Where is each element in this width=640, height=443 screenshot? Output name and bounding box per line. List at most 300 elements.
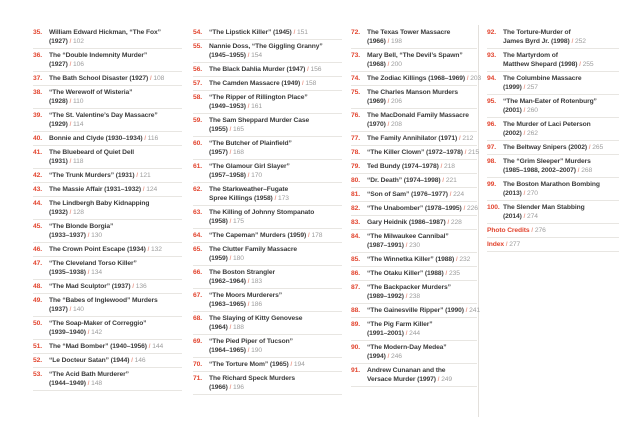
toc-entry xyxy=(351,188,477,202)
entry-line xyxy=(209,217,342,226)
toc-entry xyxy=(351,267,477,281)
entry-title: Mary Bell, “The Devil’s Spawn” xyxy=(367,52,463,59)
entry-line xyxy=(367,176,477,185)
entry-line xyxy=(209,360,342,369)
entry-title: “The Glamour Girl Slayer” xyxy=(209,163,290,170)
entry-text xyxy=(503,74,619,92)
entry-title: The Family Annihilator (1971) xyxy=(367,135,458,142)
entry-line xyxy=(49,134,182,143)
entry-text xyxy=(209,245,342,263)
entry-line xyxy=(367,51,477,60)
entry-number: 94. xyxy=(487,75,496,82)
page-separator-slash: / xyxy=(587,144,593,151)
page-separator-slash: / xyxy=(521,130,528,137)
entry-line xyxy=(209,300,342,309)
entry-text xyxy=(49,282,182,291)
entry-line xyxy=(49,282,182,291)
entry-title: Spree Killings (1958) xyxy=(209,195,273,202)
entry-line xyxy=(503,97,619,106)
entry-line xyxy=(209,162,342,171)
page-separator-slash: / xyxy=(227,384,234,391)
entry-title: The Charles Manson Murders xyxy=(367,89,459,96)
entry-line xyxy=(49,268,182,277)
entry-title: (1944–1949) xyxy=(49,380,86,387)
entry-title: “The Otaku Killer” (1988) xyxy=(367,270,444,277)
entry-line xyxy=(367,269,477,278)
entry-line xyxy=(209,383,342,392)
entry-number: 88. xyxy=(351,307,360,314)
entry-text xyxy=(49,296,182,314)
entry-line xyxy=(209,208,342,217)
section-label: Photo Credits xyxy=(487,227,530,234)
section-label: Index xyxy=(487,241,504,248)
entry-text xyxy=(49,319,182,337)
toc-entry xyxy=(193,63,342,77)
toc-entry xyxy=(351,132,477,146)
toc-entry xyxy=(351,318,477,341)
entry-line xyxy=(49,120,182,129)
entry-title: (1931) xyxy=(49,158,68,165)
entry-title: The Starkweather–Fugate xyxy=(209,186,289,193)
entry-title: The Bluebeard of Quiet Dell xyxy=(49,149,134,156)
entry-text xyxy=(367,255,477,264)
page-separator-slash: / xyxy=(521,190,528,197)
entry-number: 86. xyxy=(351,270,360,277)
page-separator-slash: / xyxy=(67,158,74,165)
entry-text xyxy=(209,65,342,74)
entry-text xyxy=(367,343,477,361)
entry-line xyxy=(209,245,342,254)
entry-title: (1927) xyxy=(49,61,68,68)
page-separator-slash: / xyxy=(148,75,154,82)
toc-entry xyxy=(193,243,342,266)
entry-number: 87. xyxy=(351,284,360,291)
entry-page-number: 276 xyxy=(534,227,546,234)
entry-text xyxy=(49,28,182,46)
entry-text xyxy=(503,157,619,175)
toc-column-1 xyxy=(33,26,182,391)
entry-number: 74. xyxy=(351,75,360,82)
entry-line xyxy=(367,375,477,384)
toc-entry xyxy=(351,230,477,253)
entry-number: 43. xyxy=(33,186,42,193)
entry-line xyxy=(49,28,182,37)
entry-title: Versace Murder (1997) xyxy=(367,376,436,383)
toc-entry xyxy=(193,91,342,114)
entry-title: (1968) xyxy=(367,61,386,68)
entry-page-number: 188 xyxy=(233,324,244,331)
entry-line xyxy=(49,208,182,217)
entry-line xyxy=(49,148,182,157)
entry-line xyxy=(209,79,342,88)
entry-number: 90. xyxy=(351,344,360,351)
toc-entry xyxy=(351,72,482,86)
entry-line xyxy=(49,60,182,69)
entry-number: 95. xyxy=(487,98,496,105)
entry-text xyxy=(49,111,182,129)
entry-page-number: 262 xyxy=(527,130,538,137)
entry-number: 85. xyxy=(351,256,360,263)
entry-title: “The Torture Mom” (1965) xyxy=(209,361,289,368)
entry-line xyxy=(49,88,182,97)
entry-text xyxy=(209,314,342,332)
entry-number: 41. xyxy=(33,149,42,156)
entry-title: (1957–1958) xyxy=(209,172,246,179)
entry-page-number: 270 xyxy=(527,190,538,197)
toc-entry xyxy=(33,340,182,354)
entry-page-number: 165 xyxy=(233,126,244,133)
entry-number: 67. xyxy=(193,292,202,299)
entry-title: The Torture-Murder of xyxy=(503,29,571,36)
entry-text xyxy=(209,208,342,226)
toc-entry xyxy=(351,174,477,188)
entry-line xyxy=(49,97,182,106)
toc-entry xyxy=(487,238,619,252)
entry-number: 96. xyxy=(487,121,496,128)
entry-line xyxy=(503,106,619,115)
toc-entry xyxy=(487,49,619,72)
entry-text xyxy=(209,360,342,369)
toc-entry xyxy=(193,77,342,91)
entry-line xyxy=(367,88,477,97)
entry-title: The Crown Point Escape (1934) xyxy=(49,246,146,253)
entry-line xyxy=(49,245,182,254)
toc-entry xyxy=(487,118,619,141)
page-separator-slash: / xyxy=(385,121,392,128)
entry-title: The Clutter Family Massacre xyxy=(209,246,297,253)
entry-number: 69. xyxy=(193,338,202,345)
entry-number: 64. xyxy=(193,232,202,239)
entry-text xyxy=(367,51,477,69)
entry-line xyxy=(503,120,619,129)
toc-entry xyxy=(33,243,182,257)
entry-title: (1966) xyxy=(367,38,386,45)
entry-number: 80. xyxy=(351,177,360,184)
page-separator-slash: / xyxy=(454,256,460,263)
page-separator-slash: / xyxy=(443,270,449,277)
page-separator-slash: / xyxy=(300,80,306,87)
page-separator-slash: / xyxy=(245,103,252,110)
entry-line xyxy=(503,212,619,221)
entry-text xyxy=(367,190,477,199)
toc-entry xyxy=(33,257,182,280)
entry-number: 46. xyxy=(33,246,42,253)
entry-text xyxy=(49,171,182,180)
entry-page-number: 128 xyxy=(73,209,84,216)
toc-entry xyxy=(33,368,182,391)
entry-page-number: 102 xyxy=(73,38,84,45)
toc-entry xyxy=(351,160,477,174)
entry-number: 73. xyxy=(351,52,360,59)
page-separator-slash: / xyxy=(403,330,410,337)
entry-page-number: 110 xyxy=(73,98,84,105)
entry-page-number: 203 xyxy=(470,75,482,82)
entry-line xyxy=(209,185,342,194)
entry-page-number: 178 xyxy=(311,232,323,239)
entry-title: The Bath School Disaster (1927) xyxy=(49,75,149,82)
entry-line xyxy=(209,194,342,203)
entry-number: 75. xyxy=(351,89,360,96)
entry-number: 54. xyxy=(193,29,202,36)
entry-line xyxy=(209,337,342,346)
entry-title: (1929) xyxy=(49,121,68,128)
page-separator-slash: / xyxy=(85,269,92,276)
entry-number: 40. xyxy=(33,135,42,142)
entry-page-number: 146 xyxy=(134,357,146,364)
entry-number: 47. xyxy=(33,260,42,267)
page-separator-slash: / xyxy=(435,376,442,383)
entry-line xyxy=(503,37,619,46)
entry-line xyxy=(49,379,182,388)
entry-text xyxy=(503,51,619,69)
entry-line xyxy=(367,366,477,375)
toc-entry xyxy=(33,146,182,169)
entry-line xyxy=(367,134,477,143)
entry-text xyxy=(49,342,182,351)
entry-title: “The Gainesville Ripper” (1990) xyxy=(367,307,464,314)
entry-page-number: 154 xyxy=(251,52,262,59)
entry-title: (1966) xyxy=(209,384,228,391)
entry-text xyxy=(367,162,477,171)
entry-number: 84. xyxy=(351,233,360,240)
entry-title: (1939–1940) xyxy=(49,329,86,336)
entry-line xyxy=(209,323,342,332)
toc-entry xyxy=(33,169,182,183)
entry-line xyxy=(49,356,182,365)
entry-page-number: 221 xyxy=(445,177,457,184)
entry-page-number: 230 xyxy=(409,242,420,249)
entry-text xyxy=(367,320,477,338)
entry-text xyxy=(49,74,182,83)
page-separator-slash: / xyxy=(440,177,446,184)
entry-title: “The Cleveland Torso Killer” xyxy=(49,260,137,267)
entry-title: “The Butcher of Plainfield” xyxy=(209,140,292,147)
entry-page-number: 134 xyxy=(91,269,102,276)
page-separator-slash: / xyxy=(227,126,234,133)
entry-number: 56. xyxy=(193,66,202,73)
toc-entry xyxy=(193,335,342,358)
entry-line xyxy=(209,93,342,102)
entry-title: “Son of Sam” (1976–1977) xyxy=(367,191,448,198)
toc-entry xyxy=(351,26,477,49)
entry-title: (1932) xyxy=(49,209,68,216)
toc-entry xyxy=(33,26,182,49)
entry-number: 65. xyxy=(193,246,202,253)
entry-title: (1955) xyxy=(209,126,228,133)
entry-number: 35. xyxy=(33,29,42,36)
entry-page-number: 260 xyxy=(527,107,538,114)
entry-number: 99. xyxy=(487,181,496,188)
entry-title: (1964) xyxy=(209,324,228,331)
entry-page-number: 249 xyxy=(441,376,453,383)
page-separator-slash: / xyxy=(306,232,312,239)
page-separator-slash: / xyxy=(227,255,234,262)
entry-line xyxy=(367,204,477,213)
page-separator-slash: / xyxy=(129,357,135,364)
column-divider-rule xyxy=(478,25,479,417)
entry-title: James Byrd Jr. (1998) xyxy=(503,38,570,45)
entry-page-number: 136 xyxy=(135,283,147,290)
entry-page-number: 190 xyxy=(251,347,262,354)
page-separator-slash: / xyxy=(521,107,528,114)
page-separator-slash: / xyxy=(529,227,535,234)
toc-entry xyxy=(33,197,182,220)
entry-page-number: 246 xyxy=(391,353,402,360)
entry-page-number: 274 xyxy=(527,213,538,220)
entry-title: (1994) xyxy=(367,353,386,360)
entry-page-number: 124 xyxy=(146,186,158,193)
entry-number: 92. xyxy=(487,29,496,36)
entry-title: The Martyrdom of xyxy=(503,52,558,59)
page-separator-slash: / xyxy=(385,98,392,105)
toc-entry xyxy=(487,224,619,238)
entry-line xyxy=(209,116,342,125)
entry-page-number: 175 xyxy=(233,218,244,225)
page-separator-slash: / xyxy=(288,361,294,368)
page-separator-slash: / xyxy=(134,172,140,179)
entry-line xyxy=(487,240,619,249)
entry-title: “The Blonde Borgia” xyxy=(49,223,114,230)
entry-page-number: 161 xyxy=(251,103,262,110)
toc-entry xyxy=(193,206,342,229)
entry-page-number: 144 xyxy=(152,343,164,350)
entry-line xyxy=(367,60,477,69)
toc-entry xyxy=(33,317,182,340)
entry-page-number: 106 xyxy=(73,61,84,68)
entry-page-number: 257 xyxy=(527,84,538,91)
entry-line xyxy=(487,226,619,235)
entry-title: (1969) xyxy=(367,98,386,105)
toc-entry xyxy=(193,160,342,183)
entry-page-number: 168 xyxy=(233,149,244,156)
entry-line xyxy=(209,314,342,323)
entry-line xyxy=(49,231,182,240)
entry-text xyxy=(209,79,342,88)
page-separator-slash: / xyxy=(67,121,74,128)
entry-page-number: 226 xyxy=(466,205,478,212)
entry-title: (1933–1937) xyxy=(49,232,86,239)
entry-text xyxy=(367,283,477,301)
entry-line xyxy=(209,291,342,300)
entry-line xyxy=(209,277,342,286)
entry-title: The Killing of Johnny Stompanato xyxy=(209,209,315,216)
page-separator-slash: / xyxy=(447,191,454,198)
entry-text xyxy=(503,28,619,46)
entry-title: (1957) xyxy=(209,149,228,156)
entry-line xyxy=(209,231,342,240)
entry-title: The Boston Marathon Bombing xyxy=(503,181,600,188)
page-separator-slash: / xyxy=(145,246,151,253)
page-separator-slash: / xyxy=(142,135,148,142)
toc-entry xyxy=(33,220,182,243)
page-separator-slash: / xyxy=(245,347,252,354)
entry-number: 59. xyxy=(193,117,202,124)
entry-number: 89. xyxy=(351,321,360,328)
entry-line xyxy=(367,232,477,241)
entry-line xyxy=(209,28,342,37)
entry-title: “The Soap-Maker of Correggio” xyxy=(49,320,147,327)
toc-entry xyxy=(351,341,477,364)
entry-text xyxy=(209,185,342,203)
entry-page-number: 228 xyxy=(450,219,462,226)
entry-title: (1987–1991) xyxy=(367,242,404,249)
entry-title: “The Lipstick Killer” (1945) xyxy=(209,29,292,36)
entry-line xyxy=(49,222,182,231)
entry-title: “The Unabomber” (1978–1995) xyxy=(367,205,462,212)
toc-entry xyxy=(193,137,342,160)
entry-text xyxy=(49,245,182,254)
entry-line xyxy=(367,306,481,315)
entry-title: The “Double Indemnity Murder” xyxy=(49,52,148,59)
entry-line xyxy=(49,37,182,46)
entry-text xyxy=(367,204,477,213)
entry-line xyxy=(367,255,477,264)
toc-entry xyxy=(487,26,619,49)
page-separator-slash: / xyxy=(462,149,469,156)
entry-number: 82. xyxy=(351,205,360,212)
entry-page-number: 268 xyxy=(581,167,593,174)
entry-line xyxy=(49,296,182,305)
entry-title: (1927) xyxy=(49,38,68,45)
entry-title: Ted Bundy (1974–1978) xyxy=(367,163,439,170)
entry-line xyxy=(209,51,342,60)
entry-title: (1970) xyxy=(367,121,386,128)
entry-page-number: 198 xyxy=(391,38,402,45)
entry-text xyxy=(49,185,182,194)
entry-line xyxy=(49,328,182,337)
entry-title: (2013) xyxy=(503,190,522,197)
toc-entry xyxy=(193,372,342,395)
entry-line xyxy=(49,185,182,194)
entry-number: 83. xyxy=(351,219,360,226)
entry-line xyxy=(367,28,477,37)
entry-title: (1962–1964) xyxy=(209,278,246,285)
entry-text xyxy=(49,356,182,365)
entry-page-number: 130 xyxy=(91,232,102,239)
entry-title: (1963–1965) xyxy=(209,301,246,308)
entry-text xyxy=(209,374,342,392)
entry-number: 81. xyxy=(351,191,360,198)
page-separator-slash: / xyxy=(291,29,297,36)
toc-entry xyxy=(193,289,342,312)
entry-page-number: 108 xyxy=(153,75,165,82)
entry-text xyxy=(367,111,477,129)
entry-line xyxy=(49,171,182,180)
page-separator-slash: / xyxy=(403,242,410,249)
page-separator-slash: / xyxy=(403,293,410,300)
toc-entry xyxy=(487,201,619,224)
entry-line xyxy=(209,374,342,383)
entry-number: 60. xyxy=(193,140,202,147)
entry-line xyxy=(367,162,477,171)
entry-line xyxy=(209,42,342,51)
page-separator-slash: / xyxy=(575,167,582,174)
entry-page-number: 156 xyxy=(310,66,322,73)
toc-entry xyxy=(193,266,342,289)
page-separator-slash: / xyxy=(305,66,311,73)
entry-line xyxy=(209,171,342,180)
entry-page-number: 142 xyxy=(91,329,102,336)
entry-line xyxy=(367,283,477,292)
entry-page-number: 206 xyxy=(391,98,402,105)
entry-title: The Texas Tower Massacre xyxy=(367,29,451,36)
entry-line xyxy=(367,190,477,199)
entry-number: 62. xyxy=(193,186,202,193)
entry-page-number: 186 xyxy=(251,301,262,308)
entry-title: (1964–1965) xyxy=(209,347,246,354)
entry-title: (1989–1992) xyxy=(367,293,404,300)
entry-title: (1985–1988, 2002–2007) xyxy=(503,167,576,174)
